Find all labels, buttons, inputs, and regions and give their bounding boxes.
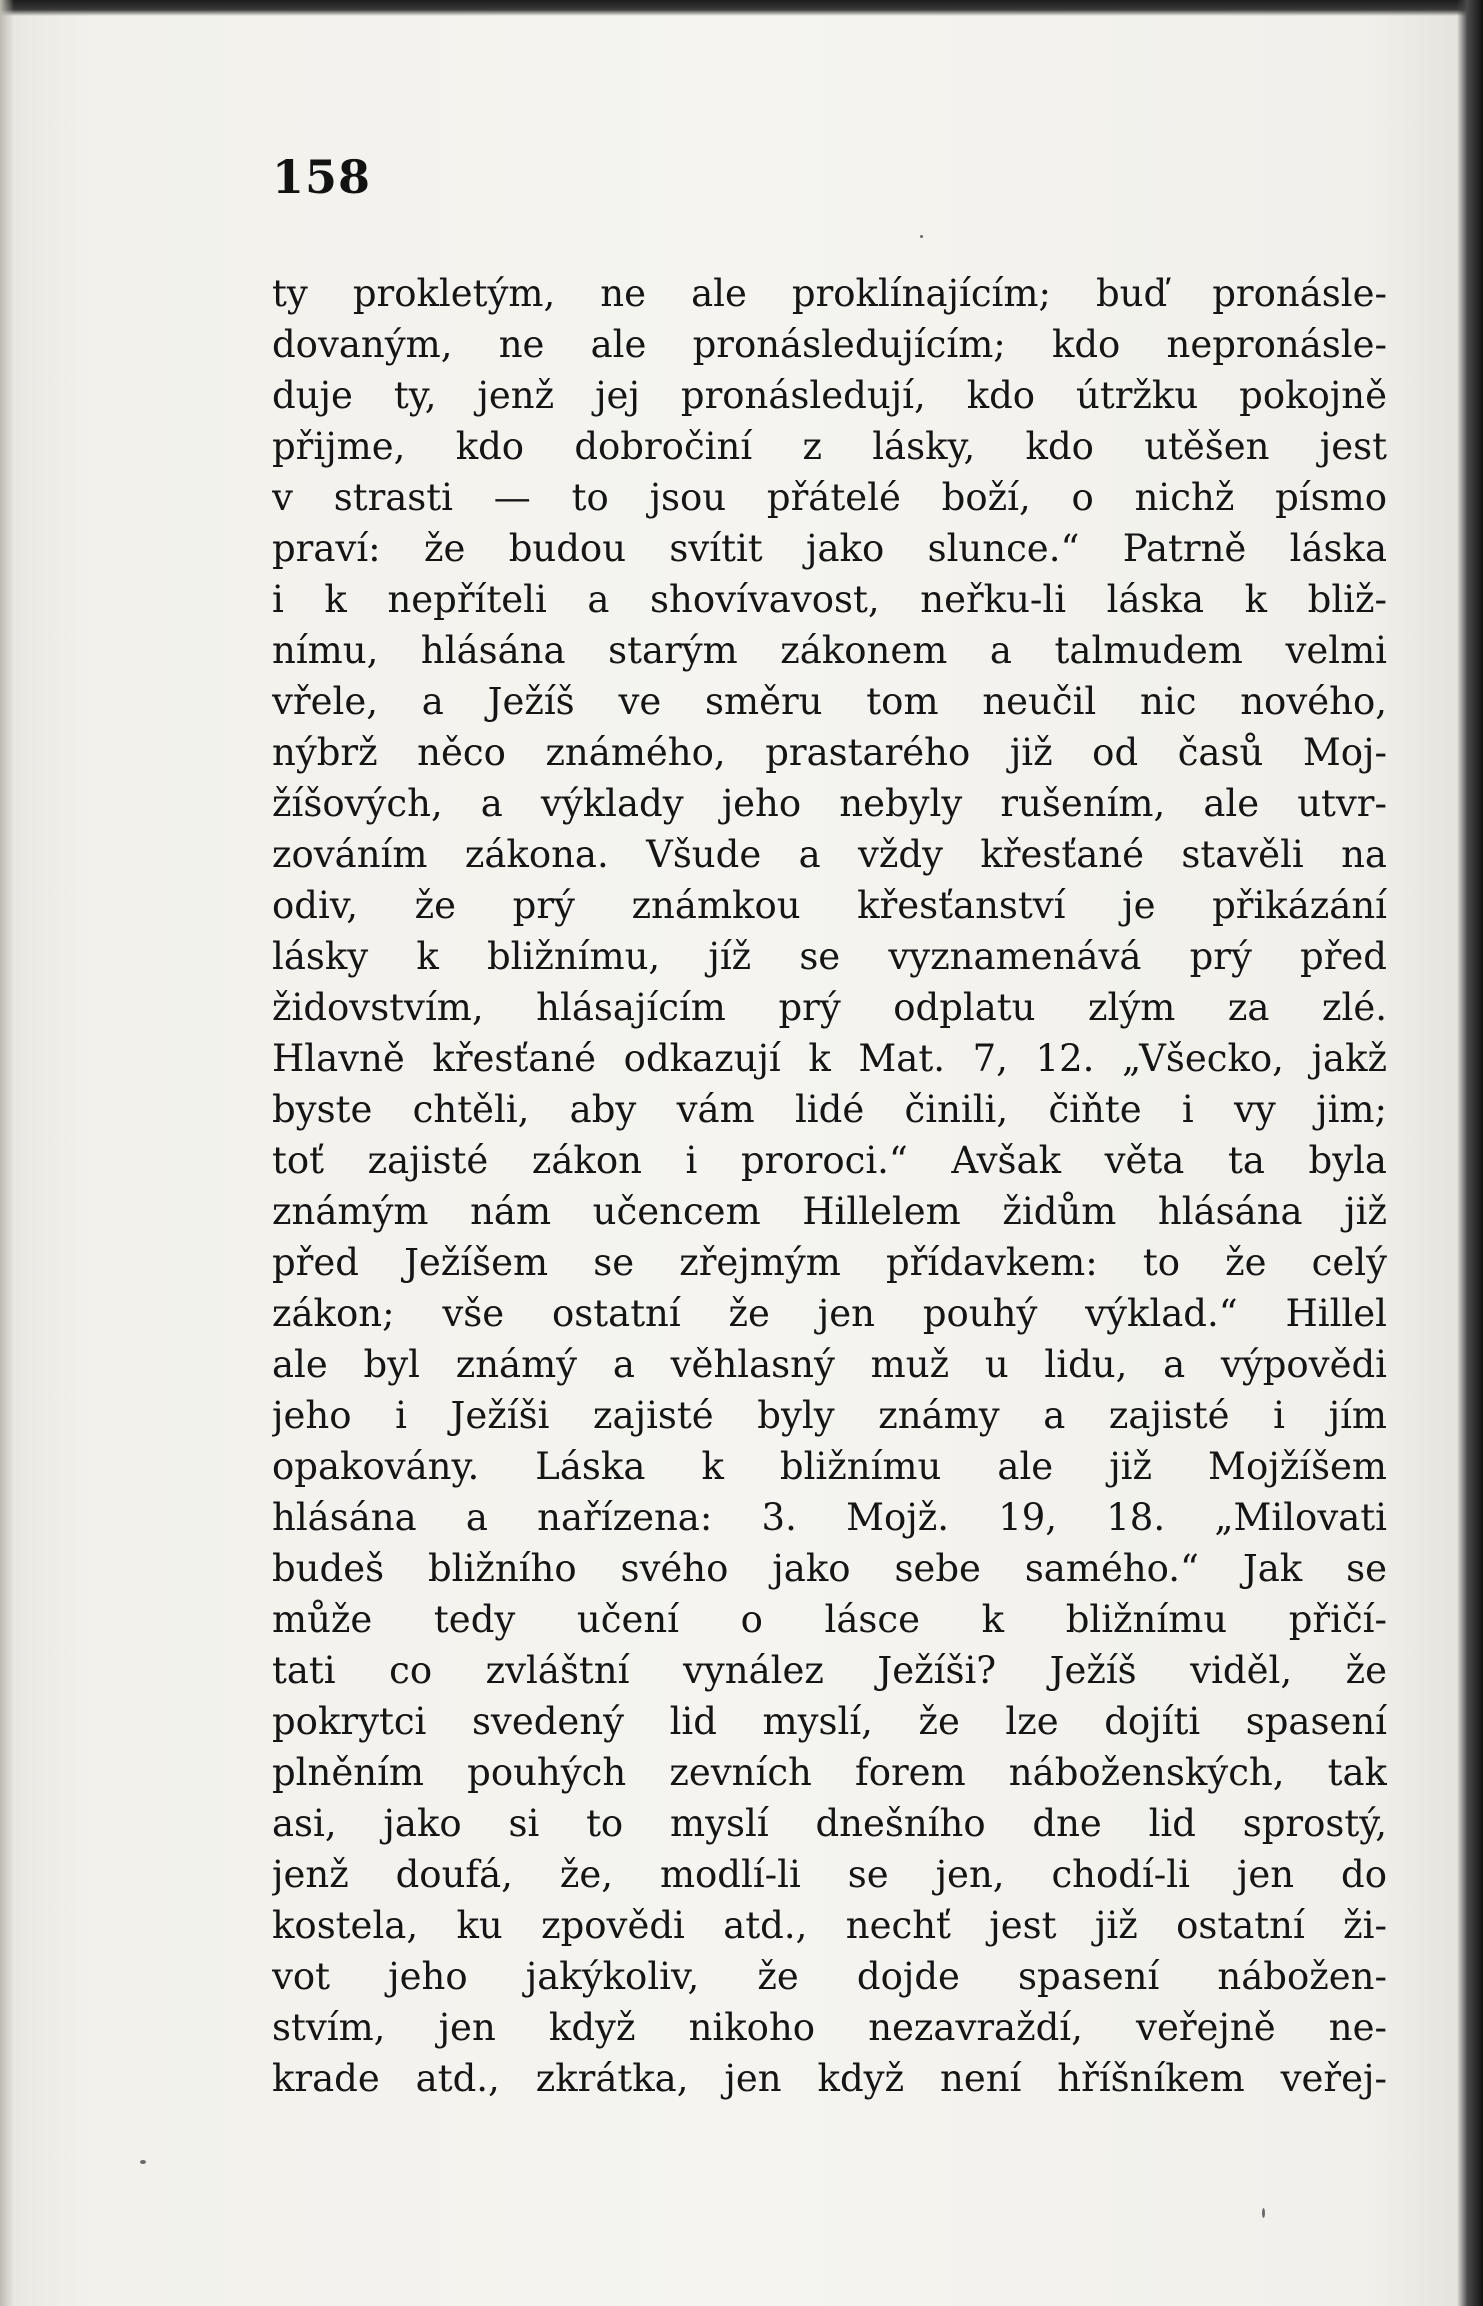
text-line: nýbrž něco známého, prastarého již od časů Moj- [272, 731, 1387, 774]
text-line: plněním pouhých zevních forem náboženských, tak [272, 1751, 1387, 1794]
text-line: známým nám učencem Hillelem židům hlásána již [272, 1190, 1387, 1233]
text-line: židovstvím, hlásajícím prý odplatu zlým za zlé. [272, 986, 1387, 1029]
text-line: stvím, jen když nikoho nezavraždí, veřejně ne- [272, 2006, 1387, 2049]
text-line: dovaným, ne ale pronásledujícím; kdo nepronásle- [272, 323, 1387, 366]
text-line: může tedy učení o lásce k bližnímu přičí- [272, 1598, 1387, 1641]
text-line: zováním zákona. Všude a vždy křesťané stavěli na [272, 833, 1387, 876]
text-line: opakovány. Láska k bližnímu ale již Mojžíšem [272, 1445, 1387, 1488]
scan-speck [140, 2160, 146, 2164]
text-line: hlásána a nařízena: 3. Mojž. 19, 18. „Milovati [272, 1496, 1387, 1539]
text-line: Hlavně křesťané odkazují k Mat. 7, 12. „Všecko, jakž [272, 1037, 1387, 1080]
text-line: vot jeho jakýkoliv, že dojde spasení nábožen- [272, 1955, 1387, 1998]
text-line: vřele, a Ježíš ve směru tom neučil nic nového, [272, 680, 1387, 723]
text-line: krade atd., zkrátka, jen když není hříšníkem veřej- [272, 2057, 1387, 2100]
text-line: kostela, ku zpovědi atd., nechť jest již ostatní ži- [272, 1904, 1387, 1947]
text-line: duje ty, jenž jej pronásledují, kdo útržku pokojně [272, 374, 1387, 417]
page-number: 158 [272, 150, 372, 204]
scan-speck [920, 235, 923, 238]
text-line: ty prokletým, ne ale proklínajícím; buď pronásle- [272, 272, 1387, 315]
text-line: před Ježíšem se zřejmým přídavkem: to že celý [272, 1241, 1387, 1284]
text-line: přijme, kdo dobročiní z lásky, kdo utěšen jest [272, 425, 1387, 468]
text-line: lásky k bližnímu, jíž se vyznamenává prý před [272, 935, 1387, 978]
text-line: ale byl známý a věhlasný muž u lidu, a výpovědi [272, 1343, 1387, 1386]
text-line: asi, jako si to myslí dnešního dne lid sprostý, [272, 1802, 1387, 1845]
text-line: byste chtěli, aby vám lidé činili, čiňte i vy jim; [272, 1088, 1387, 1131]
text-line: toť zajisté zákon i proroci.“ Avšak věta ta byla [272, 1139, 1387, 1182]
scan-right-edge [1457, 0, 1483, 2306]
text-line: žíšových, a výklady jeho nebyly rušením, ale utvr- [272, 782, 1387, 825]
text-line: tati co zvláštní vynález Ježíši? Ježíš viděl, že [272, 1649, 1387, 1692]
text-line: jeho i Ježíši zajisté byly známy a zajisté i jím [272, 1394, 1387, 1437]
scan-left-edge [0, 0, 14, 2306]
body-text [272, 268, 1387, 2104]
text-line: praví: že budou svítit jako slunce.“ Patrně láska [272, 527, 1387, 570]
scan-speck [1262, 2208, 1265, 2218]
text-line: zákon; vše ostatní že jen pouhý výklad.“ Hillel [272, 1292, 1387, 1335]
text-line: v strasti — to jsou přátelé boží, o nichž písmo [272, 476, 1387, 519]
text-line: budeš bližního svého jako sebe samého.“ Jak se [272, 1547, 1387, 1590]
text-line: jenž doufá, že, modlí-li se jen, chodí-li jen do [272, 1853, 1387, 1896]
scan-top-edge [0, 0, 1483, 16]
text-line: i k nepříteli a shovívavost, neřku-li láska k bliž- [272, 578, 1387, 621]
text-line: nímu, hlásána starým zákonem a talmudem velmi [272, 629, 1387, 672]
text-line: pokrytci svedený lid myslí, že lze dojíti spasení [272, 1700, 1387, 1743]
text-line: odiv, že prý známkou křesťanství je přikázání [272, 884, 1387, 927]
